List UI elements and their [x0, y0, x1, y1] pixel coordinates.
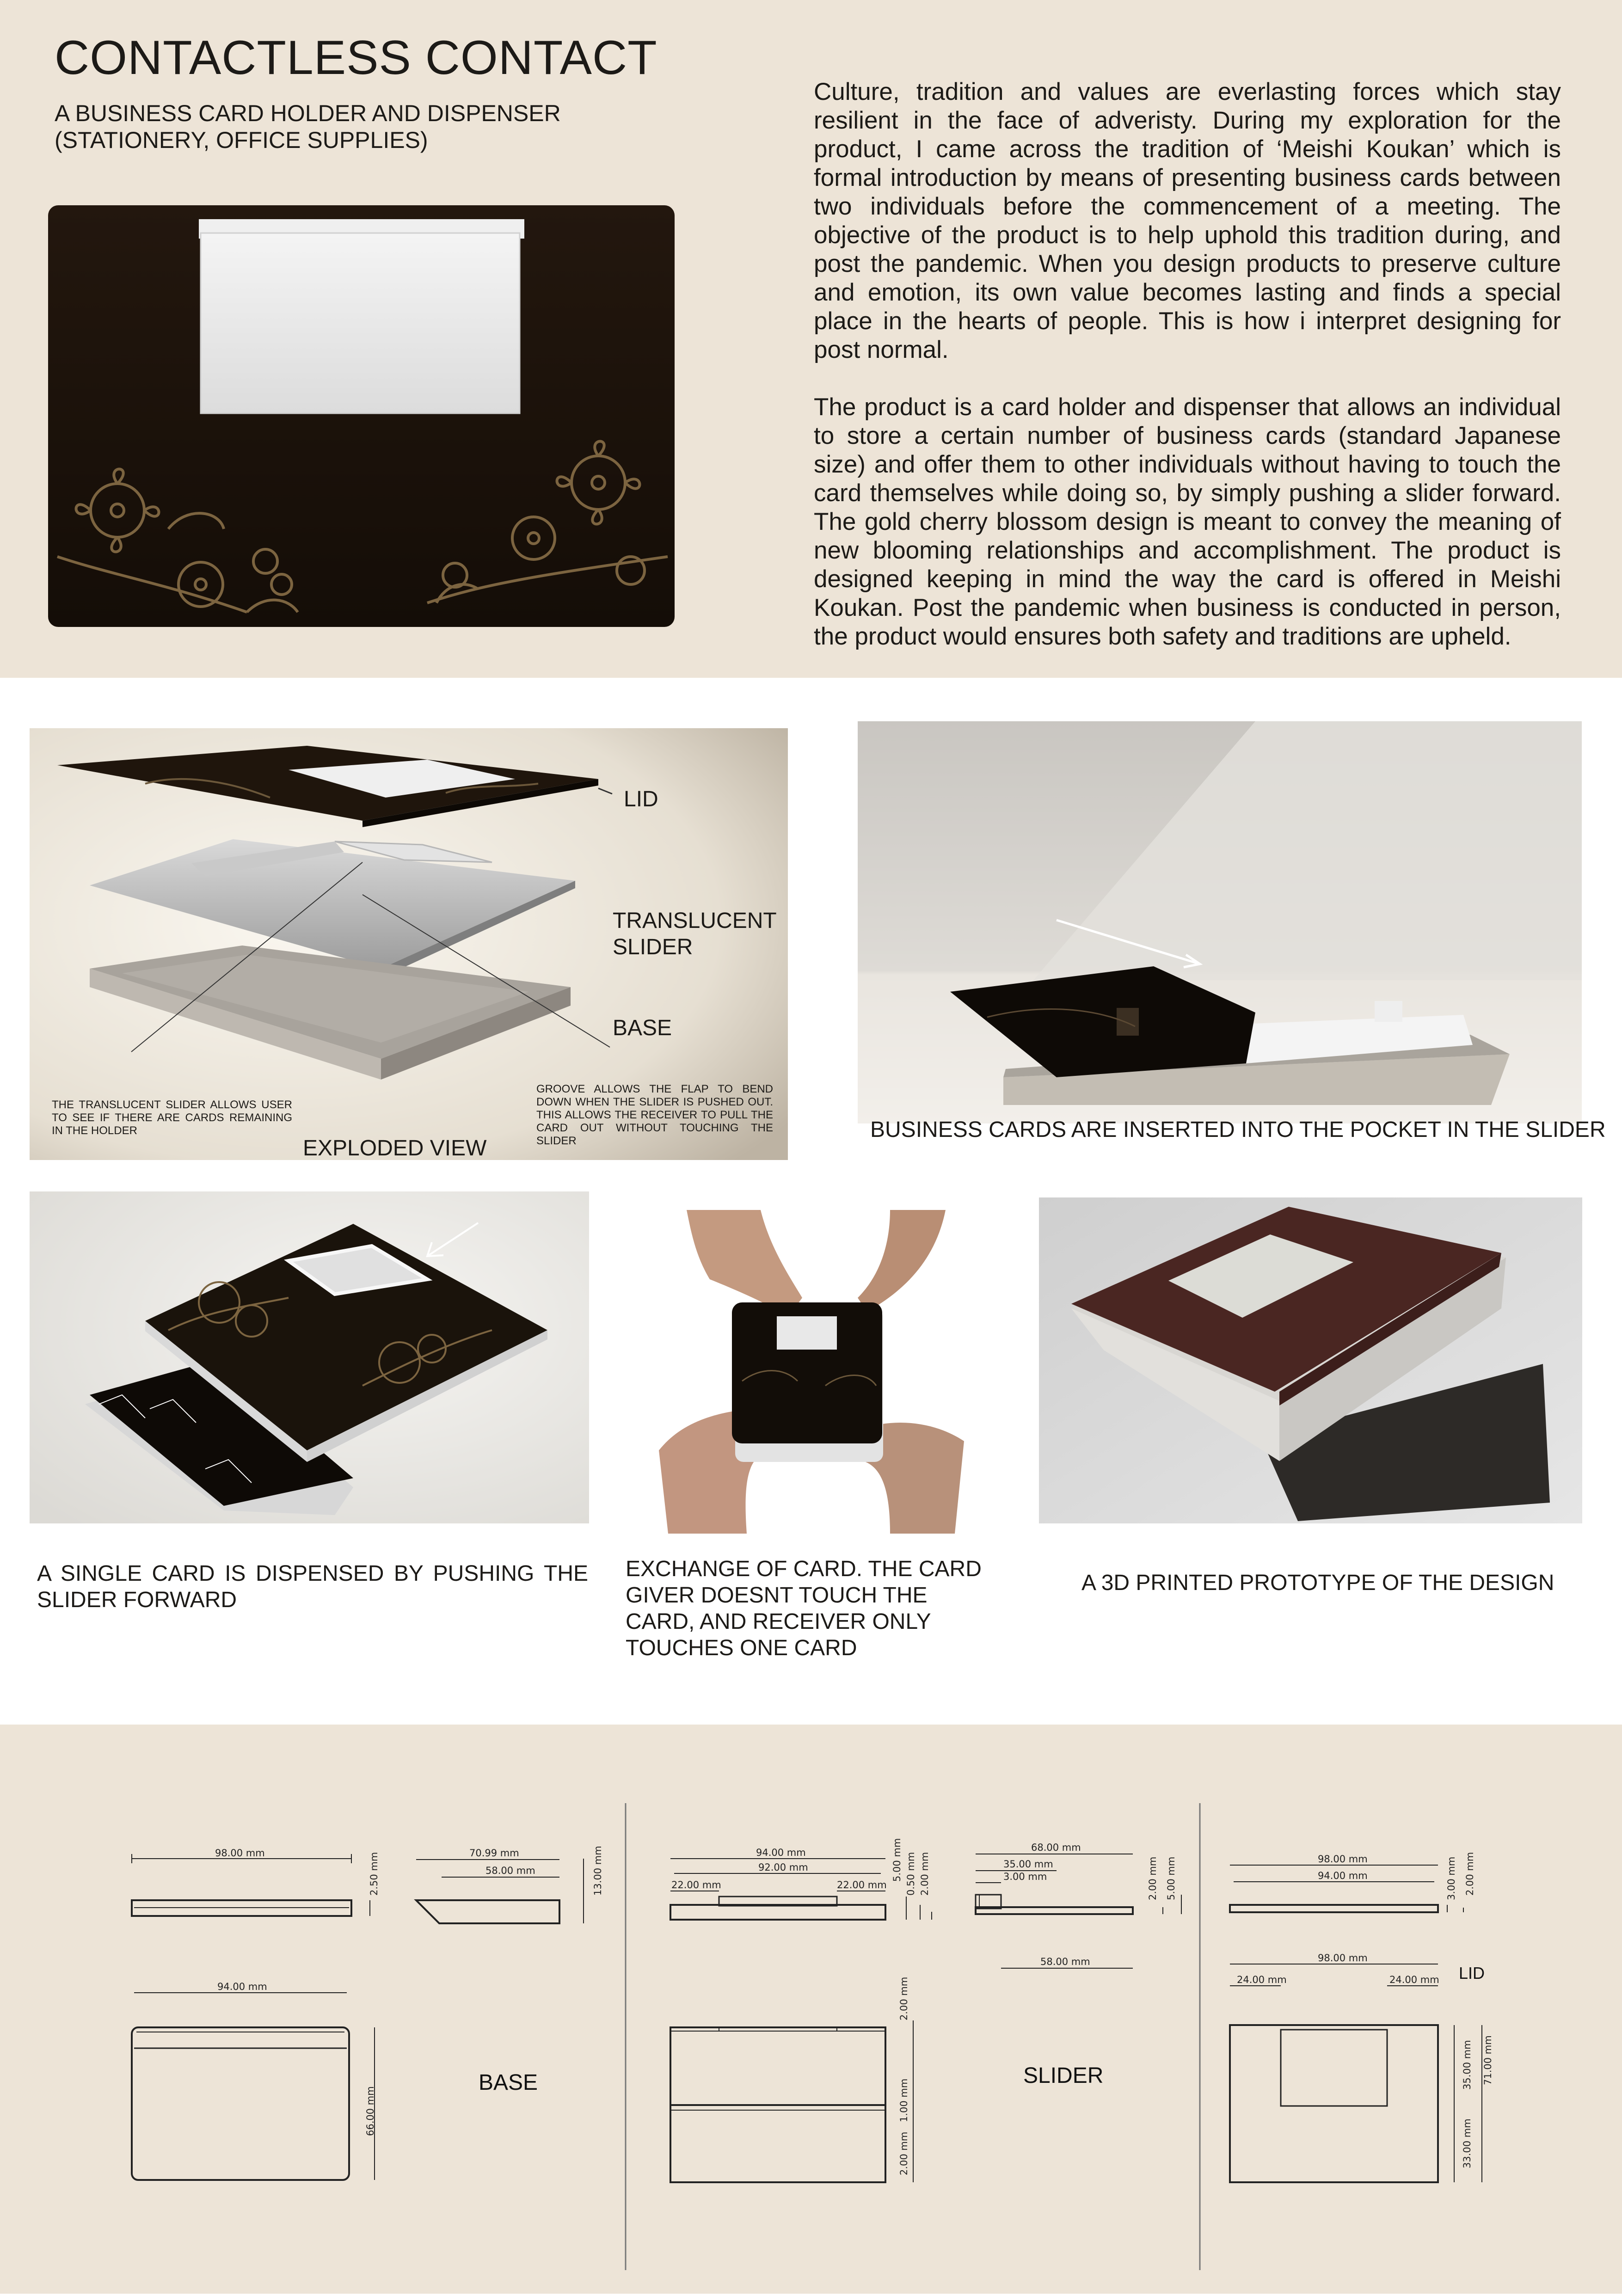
slider-dim-92: 92.00 mm [758, 1862, 808, 1873]
translucent-slider-label [613, 908, 777, 960]
exploded-view-caption: EXPLODED VIEW [303, 1136, 487, 1160]
slider-label-line-2: SLIDER [613, 935, 693, 959]
base-drawing-title: BASE [479, 2070, 538, 2095]
slider-label-line-1: TRANSLUCENT [613, 909, 777, 933]
lid-plan-view [1230, 1952, 1493, 2182]
slider-front-view [670, 1838, 932, 1920]
lid-dim-94: 94.00 mm [1318, 1870, 1368, 1881]
card-exchange-caption: EXCHANGE OF CARD. THE CARD GIVER DOESNT TOUCH THE CARD, AND RECEIVER ONLY TOUCHES ONE CARD [626, 1557, 982, 1660]
base-dim-13: 13.00 mm [592, 1846, 603, 1896]
lid-dim-33: 33.00 mm [1462, 2118, 1473, 2168]
groove-note: GROOVE ALLOWS THE FLAP TO BEND DOWN WHEN THE SLIDER IS PUSHED OUT. THIS ALLOWS THE RECEIVER TO PULL THE CARD OUT WITHOUT TOUCHING THE SLIDER [536, 1083, 773, 1147]
intro-paragraph-2: The product is a card holder and dispenser that allows an individual to store a certain number of business cards (standard Japanese size) and offer them to other individuals without having to touch the card themselves while doing so, by simply pushing a slider forward. The gold cherry blossom design is meant to convey the meaning of new blooming relationships and accomplishment. The product is designed keeping in mind the way the card is offered in Meishi Koukan. Post the pandemic when business is conducted in person, the product would ensures both safety and traditions are upheld. [814, 393, 1561, 650]
slider-side-dim-58: 58.00 mm [1040, 1956, 1090, 1967]
base-dim-70-99: 70.99 mm [469, 1848, 519, 1859]
lid-dim-24-left: 24.00 mm [1237, 1974, 1287, 1985]
slider-plan-dim-2-bottom: 2.00 mm [898, 2131, 909, 2175]
base-dim-66: 66.00 mm [365, 2086, 376, 2136]
card-exchange-photo [650, 1210, 965, 1534]
lid-dim-24-right: 24.00 mm [1389, 1974, 1439, 1985]
card-insertion-caption: BUSINESS CARDS ARE INSERTED INTO THE POCKET IN THE SLIDER [870, 1117, 1606, 1142]
slider-plan-dim-1: 1.00 mm [898, 2078, 909, 2122]
slider-dim-2: 2.00 mm [919, 1852, 930, 1896]
slider-side-view [976, 1842, 1181, 1968]
lid-dim-2: 2.00 mm [1464, 1852, 1475, 1896]
slider-dim-0-50: 0.50 mm [905, 1852, 916, 1896]
prototype-caption: A 3D PRINTED PROTOTYPE OF THE DESIGN [1081, 1571, 1554, 1595]
prototype-photo [1039, 1197, 1582, 1523]
slider-plan-view [670, 1977, 913, 2182]
slider-plan-dim-2-top: 2.00 mm [898, 1977, 909, 2020]
translucent-slider-note: THE TRANSLUCENT SLIDER ALLOWS USER TO SEE IF THERE ARE CARDS REMAINING IN THE HOLDER [52, 1099, 292, 1137]
base-dim-98: 98.00 mm [215, 1848, 265, 1859]
subtitle [55, 100, 561, 153]
slider-dim-22-right: 22.00 mm [837, 1879, 887, 1891]
slider-side-dim-2: 2.00 mm [1147, 1856, 1158, 1900]
hero-lid-render [48, 205, 675, 627]
slider-dim-94: 94.00 mm [756, 1847, 806, 1858]
lid-front-view [1230, 1852, 1475, 1912]
intro-paragraph-1: Culture, tradition and values are everlasting forces which stay resilient in the face of adveristy. During my exploration for the product, I came across the tradition of ‘Meishi Koukan’ which is formal introduction by means of presenting business cards between two individuals before the commencement of a meeting. The objective of the product is to help uphold this tradition during, and post the pandemic. When you design products to preserve culture and emotion, its own value becomes lasting and finds a special place in the hearts of people. This is how i interpret designing for post normal. [814, 78, 1561, 363]
lid-dim-3: 3.00 mm [1446, 1856, 1457, 1900]
base-side-view [416, 1846, 603, 1923]
lid-label: LID [624, 787, 658, 811]
base-dim-2-50: 2.50 mm [369, 1852, 380, 1896]
subtitle-line-2: (STATIONERY, OFFICE SUPPLIES) [55, 127, 428, 153]
lid-dim-71: 71.00 mm [1482, 2035, 1493, 2085]
lid-dim-35: 35.00 mm [1462, 2040, 1473, 2090]
card-insertion-render [858, 721, 1582, 1123]
card-dispense-caption: A SINGLE CARD IS DISPENSED BY PUSHING THE SLIDER FORWARD [37, 1561, 588, 1612]
base-label: BASE [613, 1016, 672, 1040]
base-front-view [132, 1848, 380, 1916]
card-dispense-render [30, 1191, 589, 1523]
base-plan-view [132, 1981, 376, 2180]
subtitle-line-1: A BUSINESS CARD HOLDER AND DISPENSER [55, 100, 561, 126]
slider-side-dim-5: 5.00 mm [1166, 1856, 1177, 1900]
slider-side-dim-68: 68.00 mm [1031, 1842, 1081, 1853]
technical-drawings [0, 1725, 1622, 2294]
slider-dim-5: 5.00 mm [891, 1838, 903, 1882]
slider-side-dim-35: 35.00 mm [1003, 1859, 1053, 1870]
slider-dim-22-left: 22.00 mm [671, 1879, 721, 1891]
slider-side-dim-3: 3.00 mm [1003, 1871, 1047, 1882]
lid-drawing-title: LID [1459, 1964, 1485, 1983]
slider-drawing-title: SLIDER [1023, 2063, 1104, 2088]
lid-dim-98-b: 98.00 mm [1318, 1952, 1368, 1964]
lid-dim-98-a: 98.00 mm [1318, 1854, 1368, 1865]
base-dim-58: 58.00 mm [485, 1865, 535, 1876]
base-dim-94: 94.00 mm [217, 1981, 267, 1992]
page-title: CONTACTLESS CONTACT [55, 31, 657, 85]
